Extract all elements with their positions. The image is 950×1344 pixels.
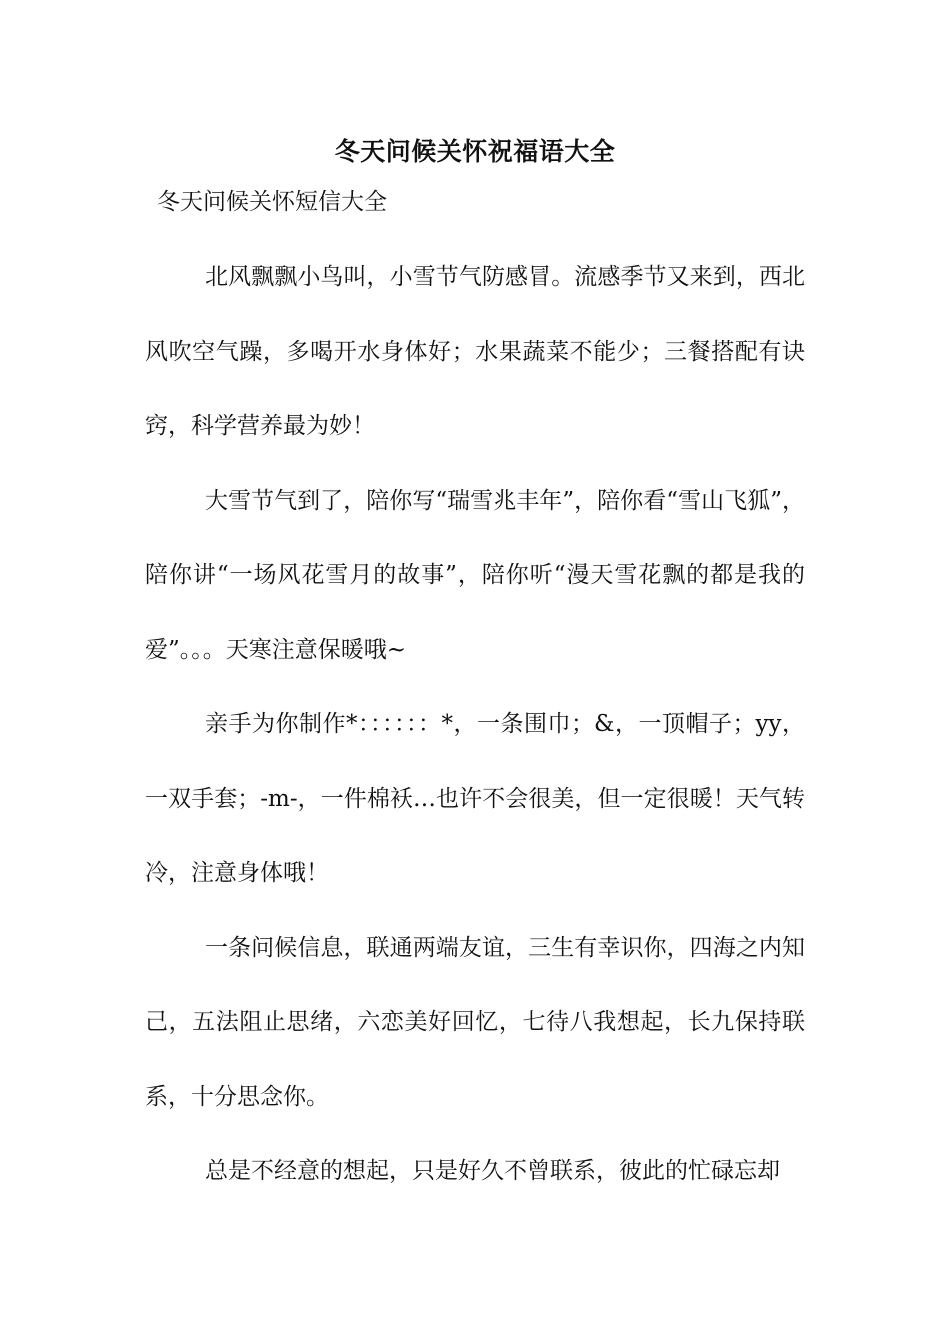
paragraph-1: 北风飘飘小鸟叫，小雪节气防感冒。流感季节又来到，西北风吹空气躁，多喝开水身体好；水果蔬菜不能少；三餐搭配有诀窍，科学营养最为妙！ [145, 264, 805, 439]
document-title: 冬天问候关怀祝福语大全 [334, 137, 616, 166]
paragraph-4: 一条问候信息，联通两端友谊，三生有幸识你，四海之内知己，五法阻止思绪，六恋美好回忆，七待八我想起，长九保持联系，十分思念你。 [145, 934, 805, 1110]
document-body [145, 240, 805, 1209]
paragraph-3: 亲手为你制作*：：：：：：*，一条围巾；&，一顶帽子；yy，一双手套；-m-，一件棉袄…也许不会很美，但一定很暖！天气转冷，注意身体哦！ [145, 711, 805, 886]
paragraph-2: 大雪节气到了，陪你写“瑞雪兆丰年”，陪你看“雪山飞狐”，陪你讲“一场风花雪月的故事”，陪你听“漫天雪花飘的都是我的爱”。。。天寒注意保暖哦~ [145, 487, 805, 663]
paragraph-5: 总是不经意的想起，只是好久不曾联系，彼此的忙碌忘却 [205, 1158, 780, 1184]
document-subtitle: 冬天问候关怀短信大全 [157, 189, 387, 215]
